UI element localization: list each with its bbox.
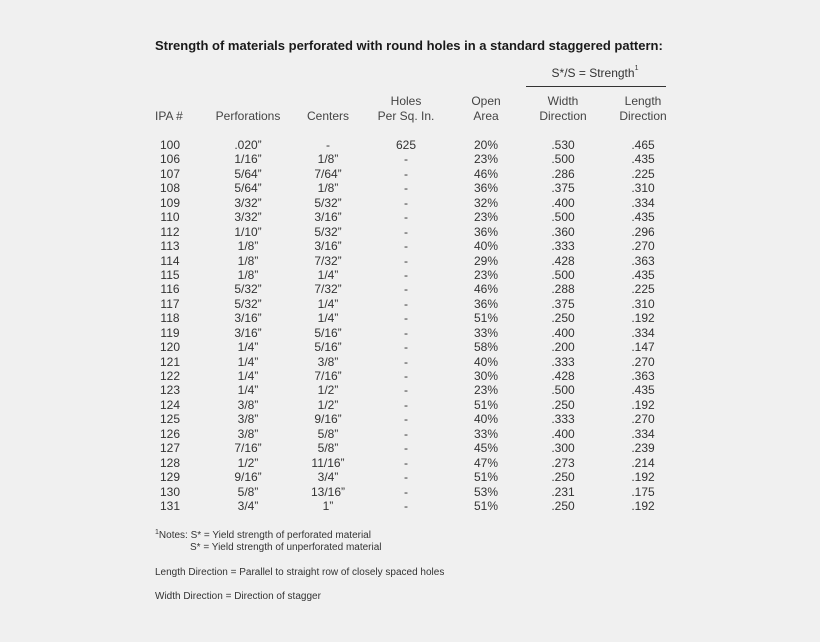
table-row <box>0 297 820 311</box>
table-row <box>0 282 820 296</box>
cell-perforations: 5/64” <box>234 181 262 196</box>
header-ipa: IPA # <box>155 109 183 123</box>
cell-perforations: .020” <box>234 138 262 152</box>
cell-length-direction: .239 <box>631 441 655 456</box>
cell-holes-per-sq-in: - <box>404 325 408 340</box>
footnote-marker: 1 <box>634 65 639 72</box>
cell-holes-per-sq-in: - <box>404 282 408 297</box>
cell-open-area: 53% <box>473 484 499 499</box>
cell-length-direction: .363 <box>631 369 655 383</box>
cell-length-direction: .175 <box>631 484 655 499</box>
cell-open-area: 29% <box>473 253 499 268</box>
note-length-direction: Length Direction = Parallel to straight row of closely spaced holes <box>155 567 445 578</box>
cell-open-area: 32% <box>473 195 499 210</box>
cell-holes-per-sq-in: - <box>404 484 408 499</box>
cell-width-direction: .400 <box>551 426 575 441</box>
table-row <box>0 311 820 325</box>
cell-open-area: 23% <box>473 210 499 225</box>
cell-width-direction: .530 <box>551 138 575 152</box>
cell-ipa: 108 <box>159 181 181 196</box>
header-width-line1: Width <box>547 94 579 108</box>
cell-perforations: 1/4” <box>237 340 259 355</box>
header-holes-line2: Per Sq. In. <box>377 109 435 123</box>
cell-perforations: 7/16” <box>234 441 262 456</box>
cell-width-direction: .428 <box>551 369 575 383</box>
cell-length-direction: .192 <box>631 470 655 485</box>
note-perforated-text: Notes: S* = Yield strength of perforated material <box>158 530 371 541</box>
cell-centers: 5/8” <box>317 441 339 456</box>
cell-width-direction: .400 <box>551 325 575 340</box>
cell-width-direction: .428 <box>551 253 575 268</box>
cell-ipa: 128 <box>159 455 181 470</box>
cell-length-direction: .147 <box>631 340 655 355</box>
table-row <box>0 167 820 181</box>
cell-length-direction: .334 <box>631 195 655 210</box>
cell-length-direction: .225 <box>631 166 655 181</box>
cell-length-direction: .225 <box>631 282 655 297</box>
cell-centers: 1/8” <box>317 152 339 167</box>
cell-ipa: 123 <box>159 383 181 398</box>
table-row <box>0 470 820 484</box>
header-holes <box>370 94 442 124</box>
cell-perforations: 3/32” <box>234 195 262 210</box>
cell-holes-per-sq-in: - <box>404 152 408 167</box>
header-open-line2: Area <box>473 109 499 123</box>
cell-length-direction: .192 <box>631 397 655 412</box>
cell-centers: 3/16” <box>314 210 342 225</box>
cell-centers: 11/16” <box>311 455 345 470</box>
cell-holes-per-sq-in: - <box>404 383 408 398</box>
cell-holes-per-sq-in: - <box>404 426 408 441</box>
cell-perforations: 3/8” <box>237 412 259 427</box>
cell-open-area: 36% <box>473 224 499 239</box>
header-width-line2: Direction <box>539 109 587 123</box>
cell-width-direction: .500 <box>551 152 575 167</box>
cell-ipa: 100 <box>159 138 181 152</box>
cell-holes-per-sq-in: 625 <box>395 138 417 152</box>
table-row <box>0 326 820 340</box>
cell-open-area: 23% <box>473 152 499 167</box>
header-perforations: Perforations <box>215 109 281 123</box>
cell-ipa: 126 <box>159 426 181 441</box>
cell-ipa: 122 <box>159 369 181 383</box>
table-row <box>0 427 820 441</box>
cell-open-area: 51% <box>473 311 499 326</box>
cell-width-direction: .333 <box>551 354 575 369</box>
cell-open-area: 46% <box>473 282 499 297</box>
table-row <box>0 383 820 397</box>
cell-perforations: 3/8” <box>237 426 259 441</box>
cell-width-direction: .273 <box>551 455 575 470</box>
header-centers: Centers <box>306 109 350 123</box>
cell-holes-per-sq-in: - <box>404 354 408 369</box>
cell-perforations: 1/16” <box>234 152 262 167</box>
cell-centers: 5/16” <box>314 325 342 340</box>
cell-perforations: 1/10” <box>234 224 262 239</box>
cell-perforations: 1/8” <box>237 267 259 282</box>
table-row <box>0 225 820 239</box>
table-row <box>0 138 820 152</box>
cell-centers: 1/4” <box>317 311 339 326</box>
cell-length-direction: .435 <box>631 267 655 282</box>
cell-open-area: 36% <box>473 296 499 311</box>
cell-centers: 5/8” <box>317 426 339 441</box>
cell-length-direction: .465 <box>631 138 655 152</box>
cell-centers: 1/4” <box>317 296 339 311</box>
cell-length-direction: .435 <box>631 383 655 398</box>
cell-holes-per-sq-in: - <box>404 224 408 239</box>
cell-perforations: 1/8” <box>237 253 259 268</box>
cell-width-direction: .250 <box>551 397 575 412</box>
cell-perforations: 3/32” <box>234 210 262 225</box>
cell-open-area: 51% <box>473 470 499 485</box>
cell-open-area: 51% <box>473 397 499 412</box>
cell-open-area: 47% <box>473 455 499 470</box>
strength-group-header <box>526 66 664 80</box>
header-open-area <box>460 94 512 124</box>
cell-ipa: 127 <box>159 441 181 456</box>
cell-length-direction: .192 <box>631 311 655 326</box>
cell-ipa: 109 <box>159 195 181 210</box>
cell-width-direction: .375 <box>551 296 575 311</box>
cell-width-direction: .250 <box>551 311 575 326</box>
cell-open-area: 40% <box>473 239 499 254</box>
cell-centers: 1” <box>322 498 334 513</box>
cell-holes-per-sq-in: - <box>404 296 408 311</box>
cell-centers: 7/64” <box>314 166 342 181</box>
cell-open-area: 58% <box>473 340 499 355</box>
cell-perforations: 5/32” <box>234 282 262 297</box>
note-unperforated: S* = Yield strength of unperforated material <box>190 542 382 553</box>
cell-centers: 7/32” <box>314 253 342 268</box>
header-length-line2: Direction <box>619 109 667 123</box>
cell-width-direction: .333 <box>551 239 575 254</box>
cell-holes-per-sq-in: - <box>404 412 408 427</box>
cell-open-area: 46% <box>473 166 499 181</box>
cell-open-area: 23% <box>473 383 499 398</box>
cell-open-area: 40% <box>473 354 499 369</box>
cell-centers: 7/32” <box>314 282 342 297</box>
cell-open-area: 51% <box>473 498 499 513</box>
cell-centers: 3/8” <box>317 354 339 369</box>
table-row <box>0 398 820 412</box>
cell-width-direction: .500 <box>551 267 575 282</box>
table-row <box>0 485 820 499</box>
cell-centers: 5/16” <box>314 340 342 355</box>
table-row <box>0 254 820 268</box>
table-row <box>0 412 820 426</box>
table-row <box>0 340 820 354</box>
cell-length-direction: .296 <box>631 224 655 239</box>
cell-width-direction: .250 <box>551 498 575 513</box>
cell-ipa: 114 <box>160 253 180 268</box>
cell-perforations: 5/32” <box>234 296 262 311</box>
cell-perforations: 1/2” <box>237 455 259 470</box>
cell-centers: 5/32” <box>314 195 342 210</box>
cell-centers: 9/16” <box>314 412 342 427</box>
table-row <box>0 499 820 513</box>
cell-perforations: 3/8” <box>237 397 259 412</box>
cell-width-direction: .200 <box>551 340 575 355</box>
cell-centers: 5/32” <box>314 224 342 239</box>
cell-open-area: 20% <box>473 138 499 152</box>
table-title: Strength of materials perforated with round holes in a standard staggered pattern: <box>155 38 663 53</box>
cell-length-direction: .310 <box>631 181 655 196</box>
table-row <box>0 441 820 455</box>
cell-width-direction: .375 <box>551 181 575 196</box>
cell-perforations: 1/4” <box>237 354 259 369</box>
cell-ipa: 112 <box>160 224 180 239</box>
cell-open-area: 30% <box>473 369 499 383</box>
cell-ipa: 125 <box>159 412 181 427</box>
cell-holes-per-sq-in: - <box>404 267 408 282</box>
cell-length-direction: .435 <box>631 210 655 225</box>
cell-length-direction: .270 <box>631 412 655 427</box>
cell-ipa: 119 <box>160 325 180 340</box>
cell-ipa: 130 <box>159 484 181 499</box>
cell-perforations: 3/16” <box>234 325 262 340</box>
table-row <box>0 196 820 210</box>
cell-length-direction: .310 <box>631 296 655 311</box>
cell-perforations: 3/4” <box>237 498 259 513</box>
cell-open-area: 23% <box>473 267 499 282</box>
cell-width-direction: .250 <box>551 470 575 485</box>
cell-ipa: 110 <box>160 210 180 225</box>
cell-ipa: 121 <box>159 354 181 369</box>
cell-perforations: 5/8” <box>237 484 259 499</box>
strength-group-label: S*/S = Strength <box>551 66 635 80</box>
cell-perforations: 1/4” <box>237 369 259 383</box>
cell-length-direction: .334 <box>631 325 655 340</box>
table-row <box>0 210 820 224</box>
header-width-direction <box>524 94 602 124</box>
table-row <box>0 456 820 470</box>
cell-open-area: 33% <box>473 426 499 441</box>
note-width-direction: Width Direction = Direction of stagger <box>155 591 321 602</box>
header-length-line1: Length <box>624 94 662 108</box>
cell-centers: 3/4” <box>317 470 339 485</box>
cell-width-direction: .360 <box>551 224 575 239</box>
cell-ipa: 131 <box>159 498 181 513</box>
cell-open-area: 36% <box>473 181 499 196</box>
cell-centers: 1/4” <box>317 267 339 282</box>
cell-holes-per-sq-in: - <box>404 441 408 456</box>
cell-holes-per-sq-in: - <box>404 239 408 254</box>
table-row <box>0 152 820 166</box>
cell-ipa: 106 <box>159 152 181 167</box>
cell-ipa: 129 <box>159 470 181 485</box>
cell-length-direction: .270 <box>631 354 655 369</box>
cell-centers: 7/16” <box>314 369 342 383</box>
table-row <box>0 181 820 195</box>
cell-holes-per-sq-in: - <box>404 369 408 383</box>
strength-group-rule <box>526 86 666 87</box>
cell-holes-per-sq-in: - <box>404 210 408 225</box>
cell-width-direction: .288 <box>551 282 575 297</box>
cell-width-direction: .400 <box>551 195 575 210</box>
cell-ipa: 120 <box>159 340 181 355</box>
cell-width-direction: .231 <box>551 484 575 499</box>
cell-perforations: 1/8” <box>237 239 259 254</box>
cell-holes-per-sq-in: - <box>404 455 408 470</box>
header-open-line1: Open <box>471 94 501 108</box>
note-perforated <box>155 530 371 541</box>
cell-length-direction: .363 <box>631 253 655 268</box>
table-row <box>0 355 820 369</box>
cell-perforations: 1/4” <box>237 383 259 398</box>
cell-centers: 3/16” <box>314 239 342 254</box>
cell-ipa: 107 <box>159 166 181 181</box>
cell-perforations: 5/64” <box>234 166 262 181</box>
cell-length-direction: .435 <box>631 152 655 167</box>
header-holes-line1: Holes <box>390 94 422 108</box>
cell-holes-per-sq-in: - <box>404 340 408 355</box>
cell-ipa: 118 <box>160 311 180 326</box>
cell-ipa: 116 <box>160 282 180 297</box>
cell-holes-per-sq-in: - <box>404 397 408 412</box>
cell-width-direction: .500 <box>551 383 575 398</box>
cell-length-direction: .334 <box>631 426 655 441</box>
cell-holes-per-sq-in: - <box>404 166 408 181</box>
cell-width-direction: .286 <box>551 166 575 181</box>
cell-length-direction: .270 <box>631 239 655 254</box>
table-row <box>0 369 820 383</box>
table-row <box>0 239 820 253</box>
cell-open-area: 33% <box>473 325 499 340</box>
cell-holes-per-sq-in: - <box>404 470 408 485</box>
cell-width-direction: .333 <box>551 412 575 427</box>
cell-length-direction: .214 <box>631 455 655 470</box>
cell-ipa: 115 <box>160 267 180 282</box>
cell-holes-per-sq-in: - <box>404 181 408 196</box>
cell-ipa: 124 <box>159 397 181 412</box>
cell-holes-per-sq-in: - <box>404 498 408 513</box>
cell-ipa: 117 <box>160 296 180 311</box>
cell-holes-per-sq-in: - <box>404 311 408 326</box>
cell-centers: 1/2” <box>317 397 339 412</box>
cell-perforations: 3/16” <box>234 311 262 326</box>
header-length-direction <box>604 94 682 124</box>
table-body <box>0 138 820 513</box>
cell-centers: 13/16” <box>310 484 346 499</box>
cell-open-area: 40% <box>473 412 499 427</box>
note-footnote-marker: 1 <box>155 529 159 536</box>
cell-centers: 1/2” <box>317 383 339 398</box>
cell-width-direction: .500 <box>551 210 575 225</box>
cell-holes-per-sq-in: - <box>404 253 408 268</box>
cell-open-area: 45% <box>473 441 499 456</box>
table-row <box>0 268 820 282</box>
cell-width-direction: .300 <box>551 441 575 456</box>
cell-centers: - <box>326 138 330 152</box>
cell-centers: 1/8” <box>317 181 339 196</box>
cell-ipa: 113 <box>160 239 180 254</box>
cell-perforations: 9/16” <box>234 470 262 485</box>
cell-holes-per-sq-in: - <box>404 195 408 210</box>
cell-length-direction: .192 <box>631 498 655 513</box>
